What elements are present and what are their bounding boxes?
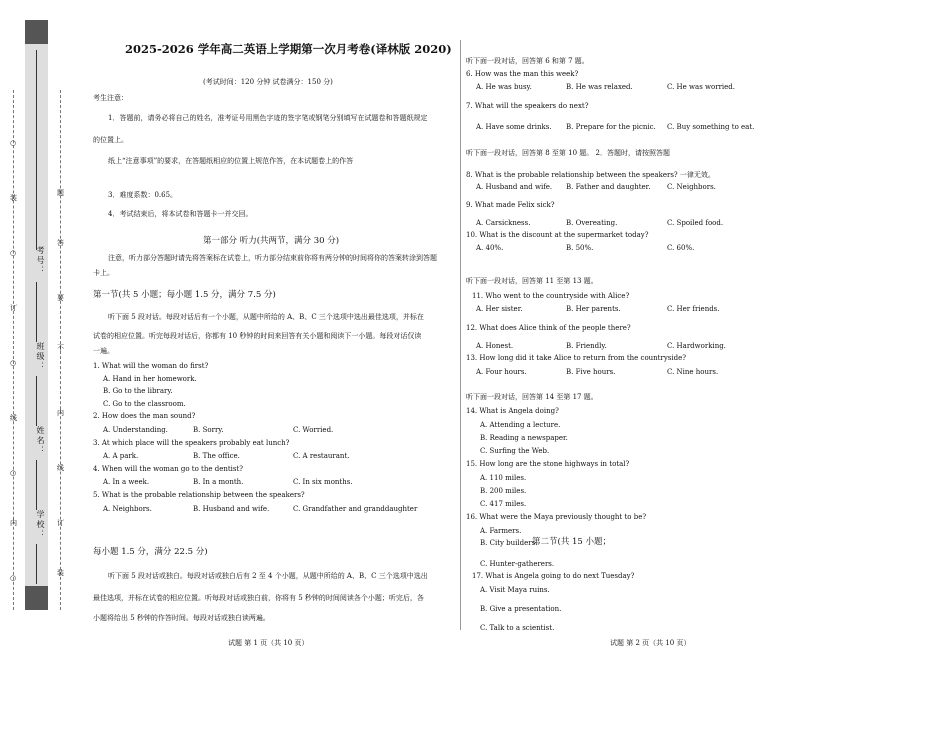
- option: C. 60%.: [667, 244, 695, 252]
- question: 5. What is the probable relationship between the speakers?: [93, 491, 305, 499]
- question: 1. What will the woman do first?: [93, 362, 209, 370]
- section1-heading: 第一节(共 5 小题；每小题 1.5 分，满分 7.5 分): [93, 290, 276, 300]
- section2-instructions: 小题将给出 5 秒钟的作答时间。每段对话或独白读两遍。: [93, 614, 270, 622]
- binding-strip: [25, 20, 48, 610]
- option: A. 110 miles.: [480, 474, 527, 482]
- section2-instructions: 听下面 5 段对话或独白。每段对话或独白后有 2 至 4 个小题，从题中所给的 A、B、C 三个选项中选出: [108, 572, 428, 580]
- inner-mark: 要: [57, 294, 64, 302]
- option: A. Have some drinks.: [476, 123, 552, 131]
- question: 15. How long are the stone highways in total?: [466, 460, 630, 468]
- binding-cap-bottom: [25, 586, 48, 610]
- section1-instructions: 一遍。: [93, 347, 114, 355]
- option: B. Go to the library.: [103, 387, 173, 395]
- question: 12. What does Alice think of the people there?: [466, 324, 631, 332]
- inner-mark: 线: [57, 464, 64, 472]
- inner-mark: 装: [57, 569, 64, 577]
- inner-mark: 答: [57, 239, 64, 247]
- group-intro: 听下面一段对话，回答第 14 至第 17 题。: [466, 393, 598, 401]
- option: B. City builders.: [480, 539, 538, 547]
- option: C. Spoiled food.: [667, 219, 724, 227]
- question: 4. When will the woman go to the dentist?: [93, 465, 244, 473]
- page1-footer: 试题 第 1 页（共 10 页）: [228, 639, 309, 647]
- notice-line: 纸上“注意事项”的要求，在答题纸相应的位置上规范作答，在本试题卷上的作答: [108, 157, 354, 165]
- section1-instructions: 试卷的相应位置。听完每段对话后，你都有 10 秒钟的时间来回答有关小题和阅读下一小题。每段对话仅读: [93, 332, 422, 340]
- option: A. Neighbors.: [103, 505, 152, 513]
- option: C. Surfing the Web.: [480, 447, 550, 455]
- binding-line: [36, 282, 37, 342]
- option: C. Neighbors.: [667, 183, 716, 191]
- notice-line: 3．难度系数：0.65。: [108, 191, 178, 199]
- option: C. He was worried.: [667, 83, 735, 91]
- part1-heading: 第一部分 听力(共两节，满分 30 分): [203, 236, 340, 246]
- option: A. Visit Maya ruins.: [480, 586, 550, 594]
- option: A. Four hours.: [476, 368, 527, 376]
- cut-mark-zhuang: 装: [10, 194, 17, 202]
- question: 14. What is Angela doing?: [466, 407, 559, 415]
- cut-mark-ding: 订: [10, 304, 17, 312]
- option: B. Friendly.: [566, 342, 607, 350]
- exam-info: (考试时间：120 分钟 试卷满分：150 分): [203, 78, 333, 86]
- binding-line: [36, 50, 37, 250]
- option: A. Husband and wife.: [476, 183, 553, 191]
- option: C. Hardworking.: [667, 342, 726, 350]
- option: B. In a month.: [193, 478, 244, 486]
- question: 6. How was the man this week?: [466, 70, 579, 78]
- option: A. Carsickness.: [476, 219, 531, 227]
- option: A. Hand in her homework.: [103, 375, 197, 383]
- question: 7. What will the speakers do next?: [466, 102, 589, 110]
- cut-mark-xian: 线: [10, 414, 17, 422]
- option: C. Nine hours.: [667, 368, 719, 376]
- option: A. He was busy.: [476, 83, 532, 91]
- binding-line: [36, 460, 37, 510]
- option: C. A restaurant.: [293, 452, 350, 460]
- page2-footer: 试题 第 2 页（共 10 页）: [610, 639, 691, 647]
- option: A. In a week.: [103, 478, 150, 486]
- option: A. Honest.: [476, 342, 514, 350]
- inner-mark: 订: [57, 519, 64, 527]
- option: C. In six months.: [293, 478, 353, 486]
- inner-mark: 内: [57, 409, 64, 417]
- question: 2. How does the man sound?: [93, 412, 196, 420]
- binding-line: [36, 544, 37, 584]
- option: A. 40%.: [476, 244, 504, 252]
- question: 3. At which place will the speakers probably eat lunch?: [93, 439, 290, 447]
- option: B. Her parents.: [566, 305, 621, 313]
- option: B. 200 miles.: [480, 487, 527, 495]
- option: A. Farmers.: [480, 527, 522, 535]
- part1-note: 卡上。: [93, 269, 114, 277]
- option: C. Go to the classroom.: [103, 400, 186, 408]
- question: 9. What made Felix sick?: [466, 201, 555, 209]
- notice-heading: 考生注意：: [93, 94, 128, 102]
- cut-circle: ○: [10, 359, 17, 367]
- inner-mark: 不: [57, 344, 64, 352]
- part1-note: 注意，听力部分答题时请先将答案标在试卷上，听力部分结束前你将有两分钟的时间将你的答案转涂到答题: [108, 254, 437, 262]
- option: B. Overeating.: [566, 219, 618, 227]
- option: A. A park.: [103, 452, 139, 460]
- binding-label-class: 班级：: [36, 342, 45, 372]
- option: A. Understanding.: [103, 426, 168, 434]
- inner-mark: 题: [57, 189, 64, 197]
- binding-cap-top: [25, 20, 48, 44]
- group-intro: 听下面一段对话，回答第 6 和第 7 题。: [466, 57, 589, 65]
- cut-circle: ○: [10, 469, 17, 477]
- option: B. Five hours.: [566, 368, 616, 376]
- cut-circle: ○: [10, 139, 17, 147]
- option: C. Hunter-gatherers.: [480, 560, 555, 568]
- option: C. 417 miles.: [480, 500, 527, 508]
- option: B. Give a presentation.: [480, 605, 562, 613]
- question: 11. Who went to the countryside with Alice?: [472, 292, 630, 300]
- binding-label-name: 姓名：: [36, 426, 45, 456]
- question: 10. What is the discount at the supermarket today?: [466, 231, 649, 239]
- notice-line: 的位置上。: [93, 136, 128, 144]
- option: B. Husband and wife.: [193, 505, 270, 513]
- option: B. 50%.: [566, 244, 594, 252]
- section1-instructions: 听下面 5 段对话。每段对话后有一个小题，从题中所给的 A、B、C 三个选项中选出最佳选项，并标在: [108, 313, 424, 321]
- section2-heading: 每小题 1.5 分，满分 22.5 分): [93, 547, 208, 557]
- group-intro: 听下面一段对话，回答第 11 至第 13 题。: [466, 277, 598, 285]
- question: 16. What were the Maya previously thought to be?: [466, 513, 647, 521]
- option: A. Attending a lecture.: [480, 421, 561, 429]
- binding-label-school: 学校：: [36, 510, 45, 540]
- option: C. Grandfather and granddaughter: [293, 505, 418, 513]
- page-divider: [460, 40, 461, 630]
- section2-fragment: 第二节(共 15 小题；: [532, 537, 612, 547]
- cut-circle: ○: [10, 249, 17, 257]
- option: B. Reading a newspaper.: [480, 434, 568, 442]
- option: C. Talk to a scientist.: [480, 624, 555, 632]
- section2-instructions: 最佳选项，并标在试卷的相应位置。听每段对话或独白前，你将有 5 秒钟的时间阅读各个小题；听完后，各: [93, 594, 424, 602]
- option: C. Buy something to eat.: [667, 123, 755, 131]
- page-title: 2025-2026 学年高二英语上学期第一次月考卷(译林版 2020): [125, 42, 452, 56]
- option: B. The office.: [193, 452, 240, 460]
- outer-cut-line: [13, 90, 14, 610]
- option: B. Sorry.: [193, 426, 224, 434]
- option: C. Worried.: [293, 426, 334, 434]
- binding-label-exam-number: 考号：: [36, 246, 45, 276]
- binding-line: [36, 376, 37, 426]
- option: B. Father and daughter.: [566, 183, 651, 191]
- group-intro: 听下面一段对话，回答第 8 至第 10 题。 2．答题时，请按照答题: [466, 149, 670, 157]
- cut-mark-nei: 内: [10, 519, 17, 527]
- notice-line: 4．考试结束后，将本试卷和答题卡一并交回。: [108, 210, 253, 218]
- question: 8. What is the probable relationship between the speakers? 一律无效。: [466, 171, 715, 179]
- question: 13. How long did it take Alice to return from the countryside?: [466, 354, 686, 362]
- option: A. Her sister.: [476, 305, 523, 313]
- option: B. He was relaxed.: [566, 83, 633, 91]
- notice-line: 1．答题前，请务必将自己的姓名，准考证号用黑色字迹的签字笔或钢笔分别填写在试题卷和答题纸规定: [108, 114, 428, 122]
- cut-circle: ○: [10, 574, 17, 582]
- option: B. Prepare for the picnic.: [566, 123, 656, 131]
- option: C. Her friends.: [667, 305, 720, 313]
- question: 17. What is Angela going to do next Tuesday?: [472, 572, 635, 580]
